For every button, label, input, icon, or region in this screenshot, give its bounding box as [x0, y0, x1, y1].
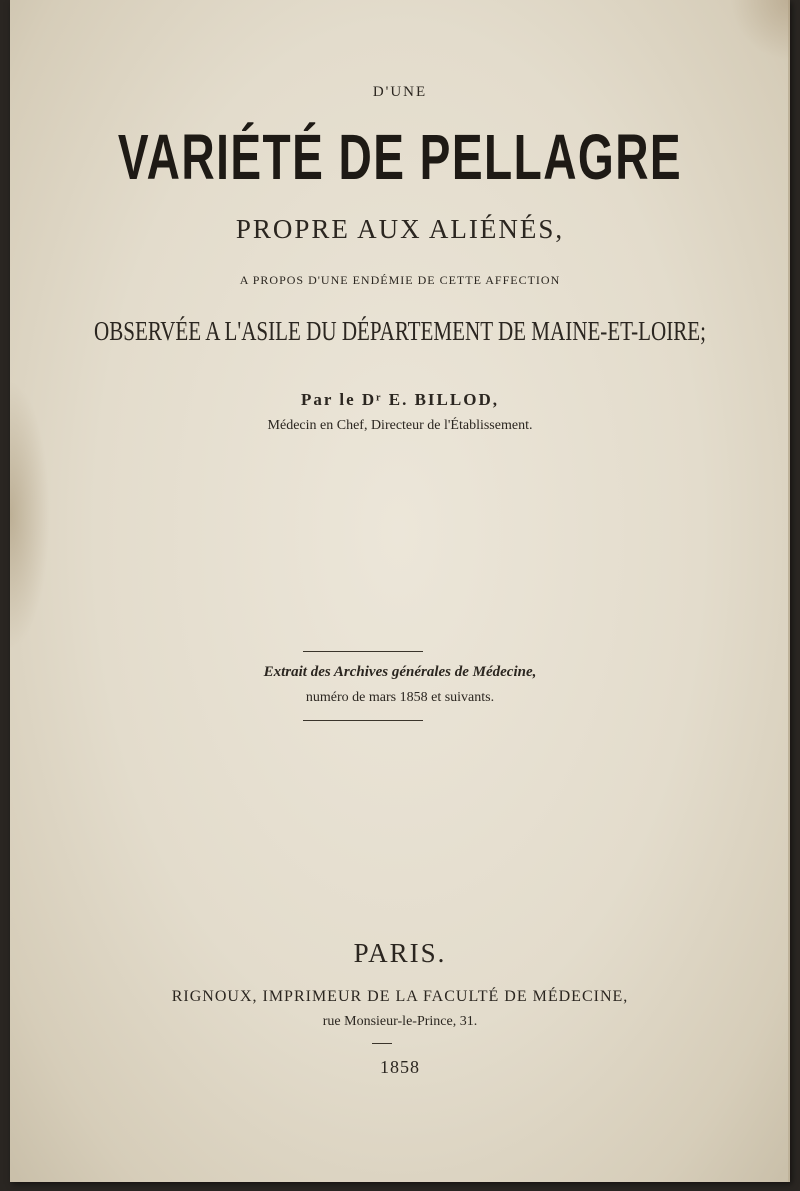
- proposition-line: A PROPOS D'UNE ENDÉMIE DE CETTE AFFECTION: [239, 273, 561, 287]
- author-role: Médecin en Chef, Directeur de l'Établissement.: [267, 418, 533, 433]
- address-line: rue Monsieur-le-Prince, 31.: [322, 1014, 478, 1029]
- small-dash: [372, 1043, 392, 1044]
- corner-stain: [730, 0, 790, 60]
- subtitle: PROPRE AUX ALIÉNÉS,: [235, 214, 565, 244]
- main-title: VARIÉTÉ DE PELLAGRE: [117, 121, 683, 193]
- publication-year: 1858: [380, 1057, 420, 1077]
- pre-title: D'UNE: [372, 84, 428, 100]
- extract-line: Extrait des Archives générales de Médecine,: [263, 664, 537, 680]
- author-line: Par le Dʳ E. BILLOD,: [301, 390, 499, 409]
- observation-line: OBSERVÉE A L'ASILE DU DÉPARTEMENT DE MAINE-ET-LOIRE;: [94, 316, 706, 346]
- printer-line: RIGNOUX, IMPRIMEUR DE LA FACULTÉ DE MÉDECINE,: [171, 988, 629, 1005]
- divider-top: [303, 651, 423, 652]
- city: PARIS.: [353, 938, 447, 968]
- divider-bottom: [303, 720, 423, 721]
- issue-line: numéro de mars 1858 et suivants.: [305, 690, 495, 705]
